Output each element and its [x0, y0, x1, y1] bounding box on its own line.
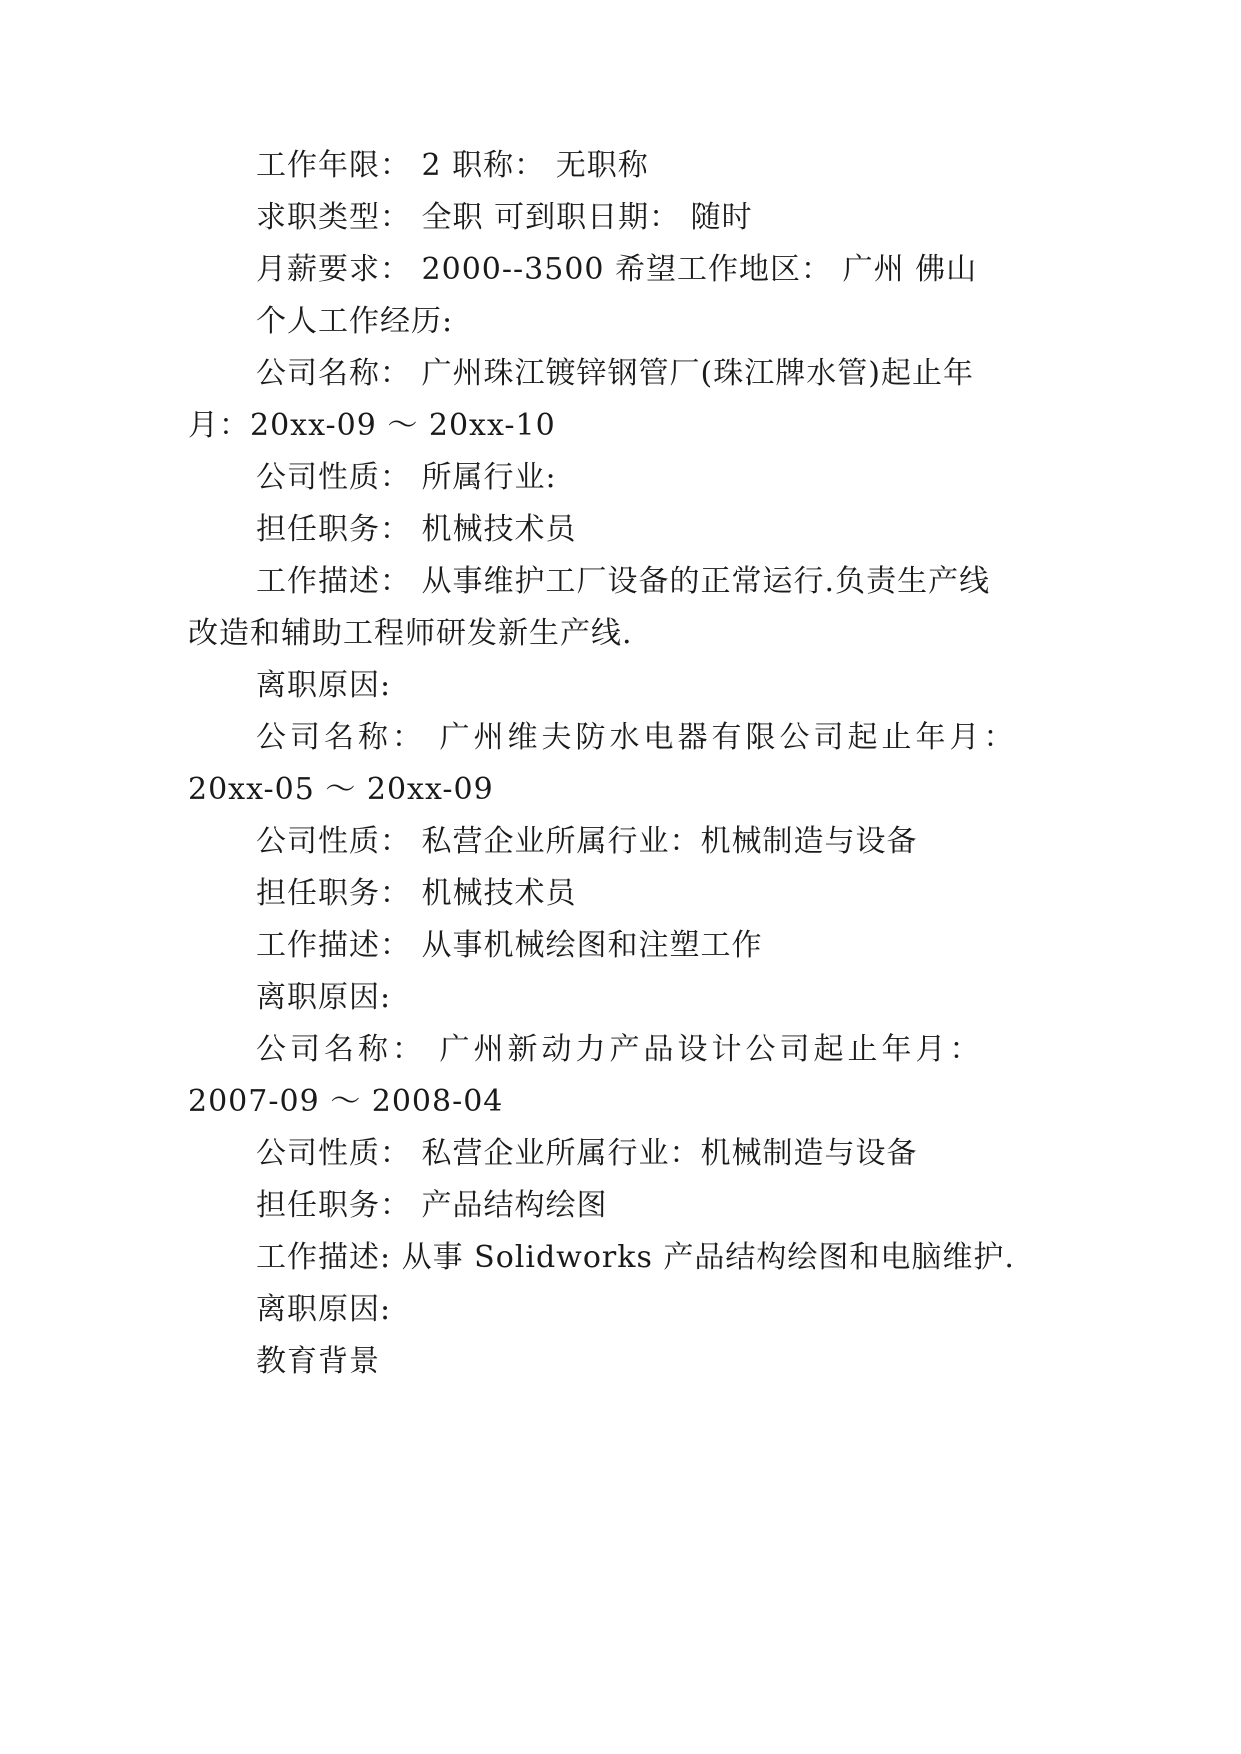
company-1-period: 月：20xx-09 ～ 20xx-10 — [188, 408, 556, 443]
company-3-leave-reason: 离职原因: — [256, 1292, 392, 1327]
company-2-position: 担任职务： 机械技术员 — [256, 876, 577, 911]
company-3-description: 工作描述: 从事 Solidworks 产品结构绘图和电脑维护. — [256, 1240, 1015, 1275]
education-heading: 教育背景 — [256, 1344, 380, 1379]
company-3-nature: 公司性质： 私营企业所属行业：机械制造与设备 — [256, 1136, 918, 1171]
company-1-leave-reason: 离职原因: — [256, 668, 392, 703]
company-3-name: 公司名称： 广州新动力产品设计公司起止年月： — [256, 1032, 984, 1067]
company-1-nature: 公司性质： 所属行业: — [256, 460, 557, 495]
job-type-line: 求职类型： 全职 可到职日期： 随时 — [256, 200, 753, 235]
company-2-description: 工作描述： 从事机械绘图和注塑工作 — [256, 928, 763, 963]
company-1-name: 公司名称： 广州珠江镀锌钢管厂(珠江牌水管)起止年 — [256, 356, 974, 391]
work-years-line: 工作年限： 2 职称： 无职称 — [256, 148, 649, 183]
company-2-leave-reason: 离职原因: — [256, 980, 392, 1015]
company-2-name: 公司名称： 广州维夫防水电器有限公司起止年月： — [256, 720, 1018, 755]
company-1-description: 工作描述： 从事维护工厂设备的正常运行.负责生产线 — [256, 564, 991, 599]
salary-line: 月薪要求： 2000--3500 希望工作地区： 广州 佛山 — [256, 252, 978, 287]
company-1-description-cont: 改造和辅助工程师研发新生产线. — [188, 616, 633, 651]
company-3-period: 2007-09 ～ 2008-04 — [188, 1084, 504, 1119]
company-3-position: 担任职务： 产品结构绘图 — [256, 1188, 608, 1223]
company-2-period: 20xx-05 ～ 20xx-09 — [188, 772, 494, 807]
company-1-position: 担任职务： 机械技术员 — [256, 512, 577, 547]
work-history-heading: 个人工作经历: — [256, 304, 454, 339]
company-2-nature: 公司性质： 私营企业所属行业：机械制造与设备 — [256, 824, 918, 859]
